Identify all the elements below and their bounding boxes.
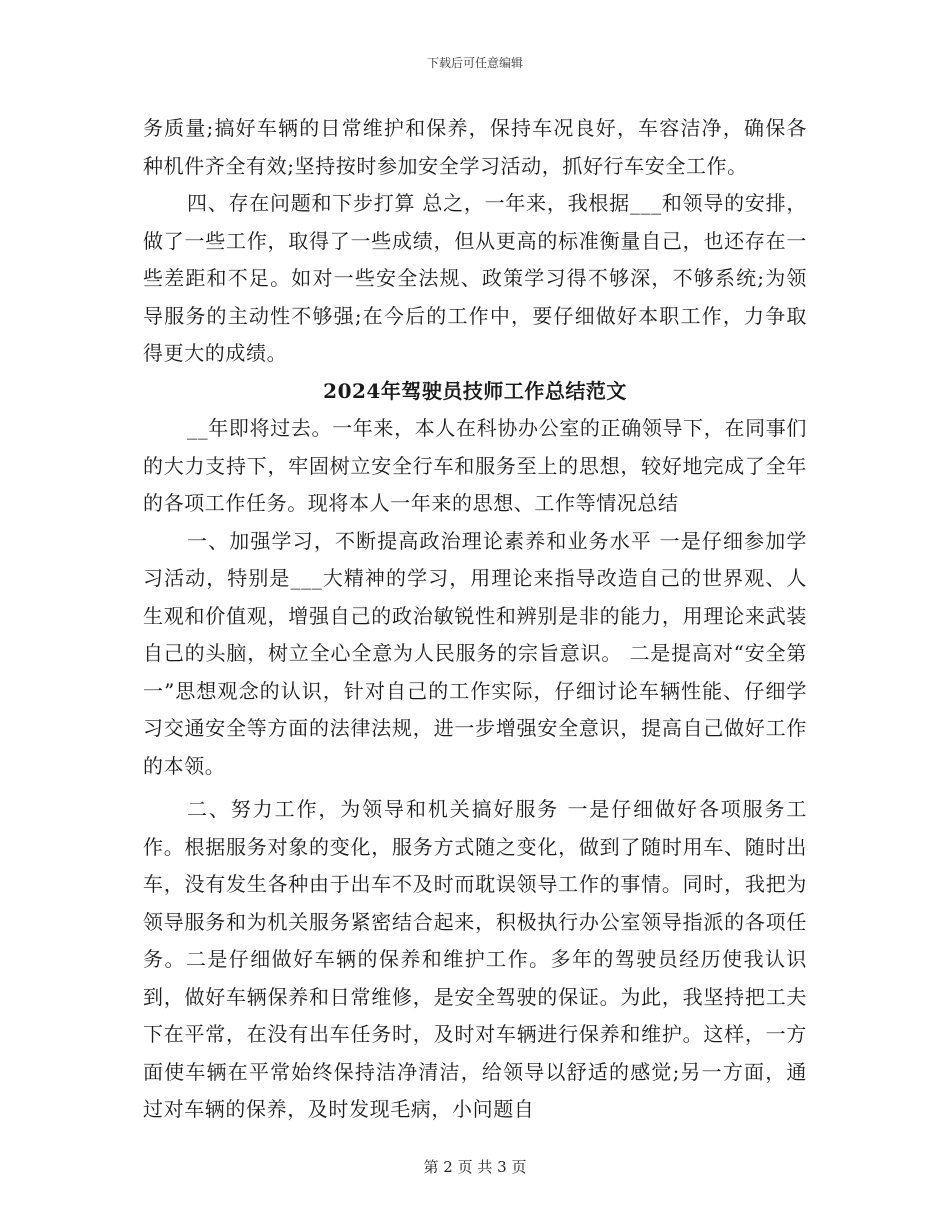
section-title: 2024年驾驶员技师工作总结范文 [323, 378, 627, 403]
paragraph-service-quality: 务质量;搞好车辆的日常维护和保养，保持车况良好，车容洁净，确保各种机件齐全有效;坚持按时参加安全学习活动，抓好行车安全工作。 [143, 116, 807, 178]
paragraph-study: 一、加强学习，不断提高政治理论素养和业务水平 一是仔细参加学习活动，特别是___大精神的学习，用理论来指导改造自己的世界观、人生观和价值观，增强自己的政治敏锐性和辨别是非的能力，用理论来武装自己的头脑，树立全心全意为人民服务的宗旨意识。 二是提高对“安全第一”思想观念的认识，针对自己的工作实际，仔细讨论车辆性能、仔细学习交通安全等方面的法律法规，进一步增强安全意识，提高自己做好工作的本领。 [143, 528, 807, 778]
paragraph-work-service: 二、努力工作，为领导和机关搞好服务 一是仔细做好各项服务工作。根据服务对象的变化，服务方式随之变化，做到了随时用车、随时出车，没有发生各种由于出车不及时而耽误领导工作的事情。同时，我把为领导服务和为机关服务紧密结合起来，积极执行办公室领导指派的各项任务。二是仔细做好车辆的保养和维护工作。多年的驾驶员经历使我认识到，做好车辆保养和日常维修，是安全驾驶的保证。为此，我坚持把工夫下在平常，在没有出车任务时，及时对车辆进行保养和维护。这样，一方面使车辆在平常始终保持洁净清洁，给领导以舒适的感觉;另一方面，通过对车辆的保养，及时发现毛病，小问题自 [143, 797, 807, 1121]
page-number: 第 2 页 共 3 页 [423, 1158, 527, 1176]
paragraph-intro: __年即将过去。一年来，本人在科协办公室的正确领导下，在同事们的大力支持下，牢固树立安全行车和服务至上的思想，较好地完成了全年的各项工作任务。现将本人一年来的思想、工作等情况总结 [143, 416, 807, 515]
page-header: 下载后可任意编辑 [426, 56, 523, 70]
document-body [143, 110, 807, 1129]
paragraph-problems-and-plans: 四、存在问题和下步打算 总之，一年来，我根据___和领导的安排，做了一些工作，取得了一些成绩，但从更高的标准衡量自己，也还存在一些差距和不足。如对一些安全法规、政策学习得不够深，不够系统;为领导服务的主动性不够强;在今后的工作中，要仔细做好本职工作，力争取得更大的成绩。 [143, 191, 807, 365]
